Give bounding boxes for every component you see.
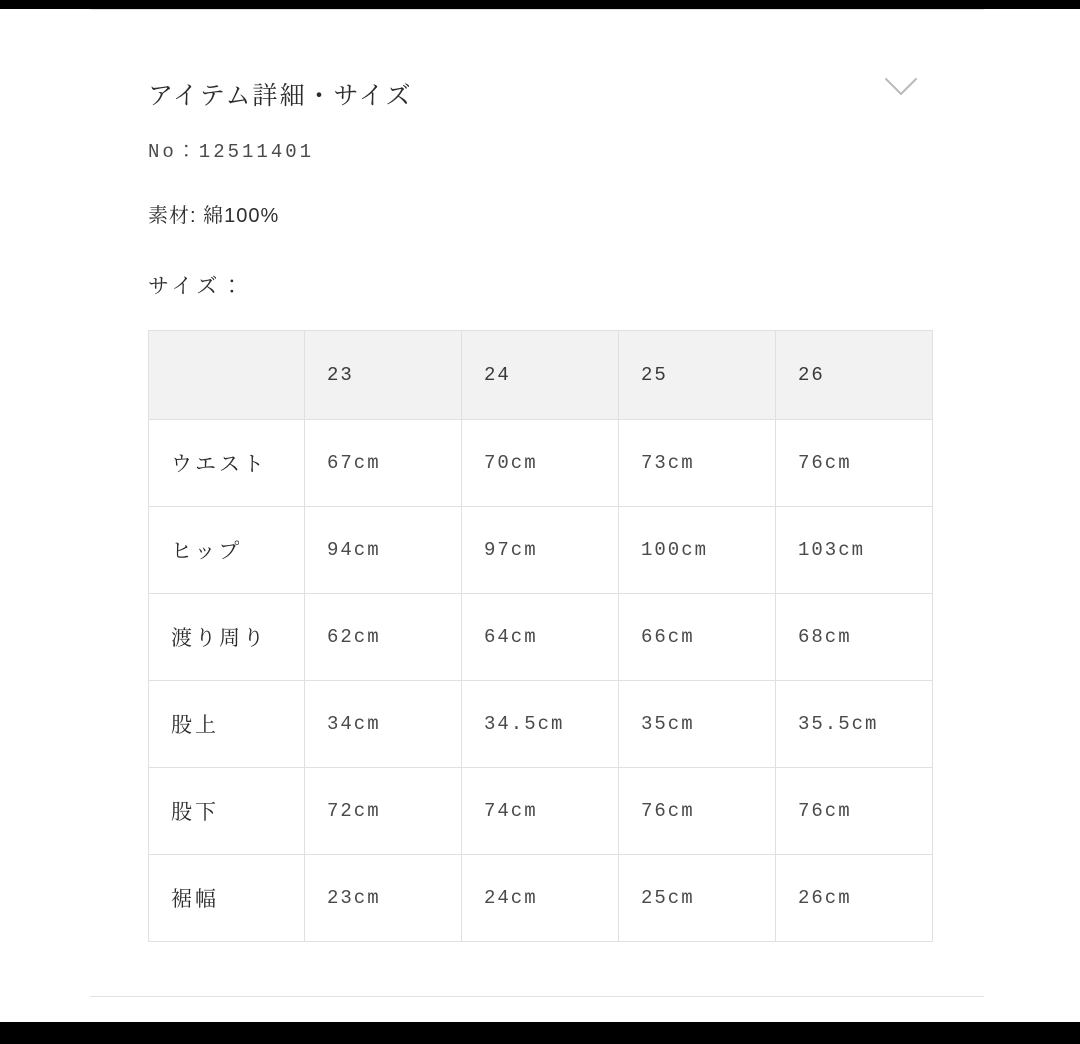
detail-content (148, 30, 948, 942)
row-label-inseam: 股下 (149, 768, 305, 855)
chevron-down-icon[interactable] (884, 76, 918, 98)
cell-hip-25: 100cm (619, 507, 776, 594)
cell-thigh-25: 66cm (619, 594, 776, 681)
cell-hem-26: 26cm (776, 855, 933, 942)
size-table-head (149, 331, 933, 420)
cell-hip-26: 103cm (776, 507, 933, 594)
page-title: アイテム詳細・サイズ (148, 82, 413, 110)
cell-thigh-23: 62cm (305, 594, 462, 681)
cell-hem-25: 25cm (619, 855, 776, 942)
cell-inseam-24: 74cm (462, 768, 619, 855)
column-header-26: 26 (776, 331, 933, 420)
table-corner-cell (149, 331, 305, 420)
cell-rise-24: 34.5cm (462, 681, 619, 768)
material-text: 素材: 綿100% (148, 205, 280, 227)
cell-inseam-25: 76cm (619, 768, 776, 855)
column-header-25: 25 (619, 331, 776, 420)
cell-hip-23: 94cm (305, 507, 462, 594)
bottom-divider (90, 996, 984, 997)
row-label-rise: 股上 (149, 681, 305, 768)
cell-inseam-23: 72cm (305, 768, 462, 855)
table-row (149, 768, 933, 855)
table-row (149, 855, 933, 942)
item-number: No：12511401 (148, 141, 315, 163)
cell-waist-23: 67cm (305, 420, 462, 507)
column-header-24: 24 (462, 331, 619, 420)
row-label-hip: ヒップ (149, 507, 305, 594)
cell-hem-24: 24cm (462, 855, 619, 942)
cell-rise-23: 34cm (305, 681, 462, 768)
table-row (149, 420, 933, 507)
size-table-body (149, 420, 933, 942)
cell-waist-24: 70cm (462, 420, 619, 507)
cell-inseam-26: 76cm (776, 768, 933, 855)
table-row (149, 507, 933, 594)
cell-waist-25: 73cm (619, 420, 776, 507)
cell-waist-26: 76cm (776, 420, 933, 507)
bottom-letterbox-band (0, 1022, 1080, 1044)
table-row (149, 681, 933, 768)
size-table (148, 330, 933, 942)
top-divider (90, 9, 984, 10)
cell-rise-25: 35cm (619, 681, 776, 768)
cell-hem-23: 23cm (305, 855, 462, 942)
top-letterbox-band (0, 0, 1080, 9)
table-row (149, 594, 933, 681)
size-label: サイズ： (148, 275, 247, 298)
cell-thigh-24: 64cm (462, 594, 619, 681)
row-label-thigh: 渡り周り (149, 594, 305, 681)
section-header[interactable] (148, 30, 938, 110)
cell-rise-26: 35.5cm (776, 681, 933, 768)
row-label-waist: ウエスト (149, 420, 305, 507)
row-label-hem-width: 裾幅 (149, 855, 305, 942)
column-header-23: 23 (305, 331, 462, 420)
cell-hip-24: 97cm (462, 507, 619, 594)
table-header-row (149, 331, 933, 420)
cell-thigh-26: 68cm (776, 594, 933, 681)
